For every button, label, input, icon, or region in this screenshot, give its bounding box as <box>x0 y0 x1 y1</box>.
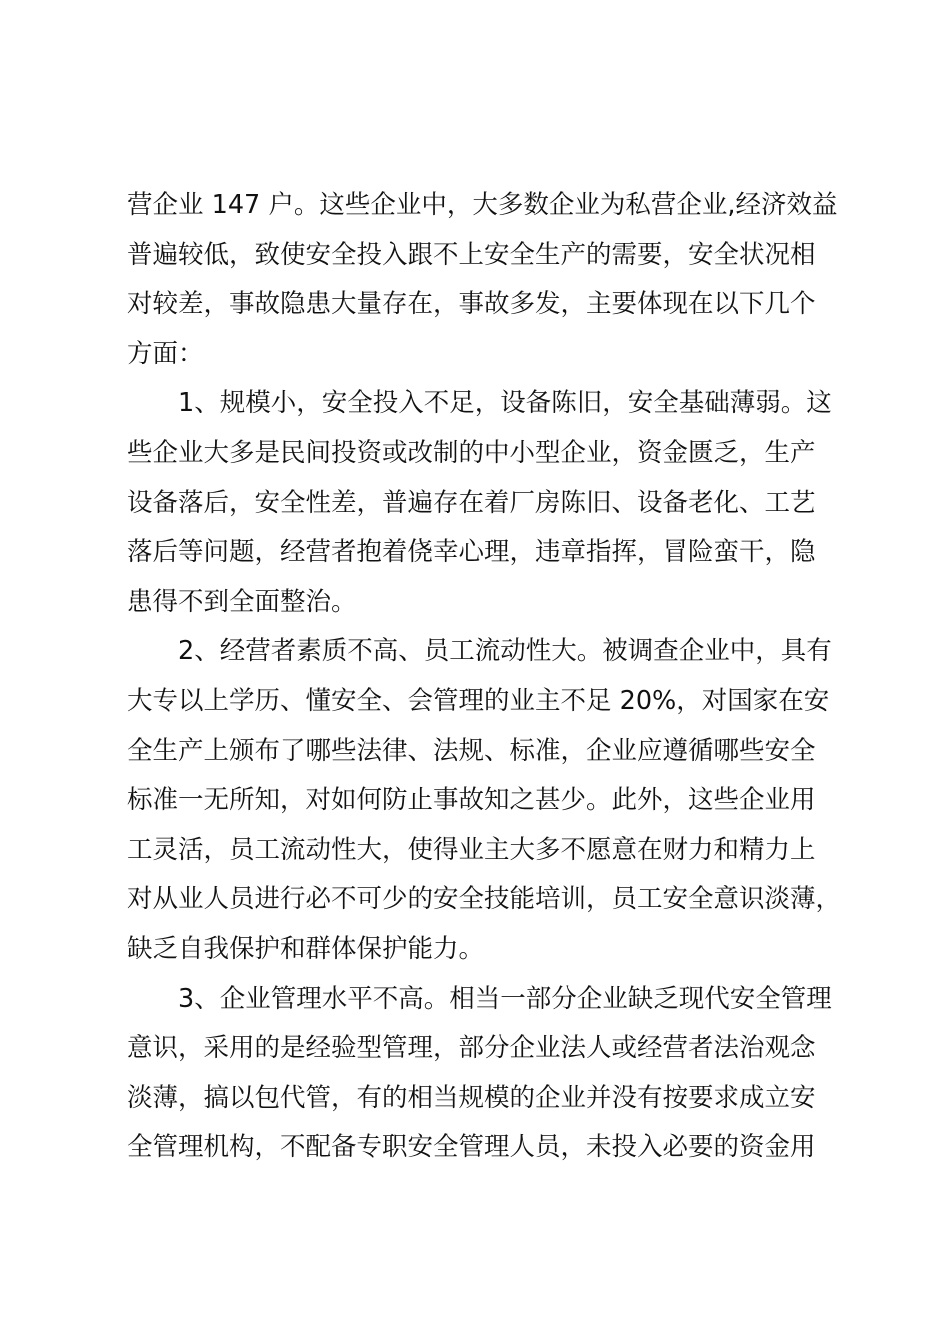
text-line: 淡薄，搞以包代管，有的相当规模的企业并没有按要求成立安 <box>127 1082 816 1113</box>
paragraph <box>127 627 847 974</box>
text-line: 落后等问题，经营者抱着侥幸心理，违章指挥，冒险蛮干，隐 <box>127 537 816 568</box>
text-line: 对较差，事故隐患大量存在，事故多发，主要体现在以下几个 <box>127 289 816 320</box>
paragraph <box>127 379 847 627</box>
text-line: 普遍较低，致使安全投入跟不上安全生产的需要，安全状况相 <box>127 239 816 270</box>
text-line: 患得不到全面整治。 <box>127 586 357 617</box>
text-line: 全生产上颁布了哪些法律、法规、标准，企业应遵循哪些安全 <box>127 735 816 766</box>
paragraph <box>127 975 847 1173</box>
text-line: 1、规模小，安全投入不足，设备陈旧，安全基础薄弱。这 <box>178 388 832 419</box>
text-line: 些企业大多是民间投资或改制的中小型企业，资金匮乏，生产 <box>127 437 816 468</box>
text-line: 工灵活，员工流动性大，使得业主大多不愿意在财力和精力上 <box>127 834 816 865</box>
text-line: 标准一无所知，对如何防止事故知之甚少。此外，这些企业用 <box>127 785 816 816</box>
text-line: 缺乏自我保护和群体保护能力。 <box>127 933 485 964</box>
text-line: 全管理机构，不配备专职安全管理人员，未投入必要的资金用 <box>127 1132 816 1163</box>
text-line: 设备落后，安全性差，普遍存在着厂房陈旧、设备老化、工艺 <box>127 487 816 518</box>
text-line: 对从业人员进行必不可少的安全技能培训，员工安全意识淡薄， <box>127 884 842 915</box>
document-body <box>127 181 847 1173</box>
text-line: 大专以上学历、懂安全、会管理的业主不足 20%，对国家在安 <box>127 685 830 716</box>
text-line: 2、经营者素质不高、员工流动性大。被调查企业中，具有 <box>178 636 832 667</box>
paragraph <box>127 181 847 379</box>
text-line: 营企业 147 户。这些企业中，大多数企业为私营企业,经济效益 <box>127 190 838 220</box>
text-line: 意识，采用的是经验型管理，部分企业法人或经营者法治观念 <box>127 1033 816 1064</box>
text-line: 3、企业管理水平不高。相当一部分企业缺乏现代安全管理 <box>178 983 832 1014</box>
text-line: 方面： <box>127 338 204 369</box>
